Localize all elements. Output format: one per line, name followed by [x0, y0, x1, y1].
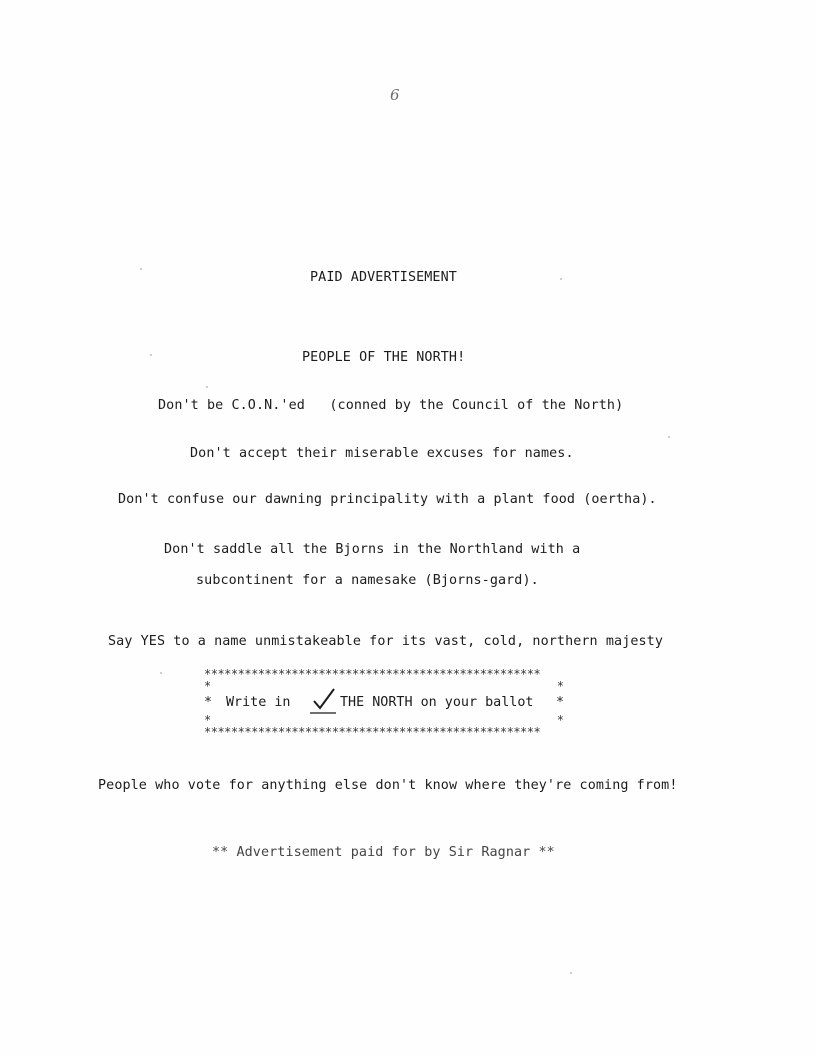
scan-speck	[150, 354, 152, 356]
side-star: *	[555, 695, 564, 710]
line-plant-food: Don't confuse our dawning principality with a plant food (oertha).	[118, 492, 657, 507]
scan-speck	[206, 386, 208, 388]
ballot-border-bottom: **************************************************	[204, 726, 541, 738]
write-in-label: Write in	[226, 695, 291, 710]
ballot-border-top: **************************************************	[204, 668, 541, 680]
side-star: *	[204, 713, 212, 727]
ballot-name: THE NORTH	[340, 695, 413, 710]
side-star: *	[204, 679, 212, 693]
scan-speck	[570, 972, 572, 974]
side-star: *	[204, 695, 213, 710]
ballot-write-in-row	[204, 692, 570, 714]
footer-line: ** Advertisement paid for by Sir Ragnar **	[212, 845, 555, 860]
line-subcontinent: subcontinent for a namesake (Bjorns-gard).	[196, 573, 539, 588]
ballot-side-row	[204, 680, 570, 692]
line-say-yes: Say YES to a name unmistakeable for its vast, cold, northern majesty	[108, 634, 664, 649]
closing-line: People who vote for anything else don't know where they're coming from!	[98, 778, 678, 793]
scan-speck	[668, 436, 670, 438]
line-conned: Don't be C.O.N.'ed (conned by the Council of the North)	[158, 398, 624, 413]
on-ballot-label: on your ballot	[420, 695, 534, 710]
line-excuses: Don't accept their miserable excuses for names.	[190, 446, 574, 461]
checkmark-icon	[308, 686, 340, 716]
scan-speck	[560, 278, 562, 280]
ballot-box	[204, 668, 570, 738]
scan-speck	[160, 672, 162, 674]
heading: PAID ADVERTISEMENT	[310, 270, 457, 285]
ballot-side-row	[204, 714, 570, 726]
subheading: PEOPLE OF THE NORTH!	[302, 350, 466, 365]
scan-speck	[140, 268, 142, 270]
line-bjorns: Don't saddle all the Bjorns in the Northland with a	[164, 542, 581, 557]
write-in-name	[340, 692, 534, 714]
side-star: *	[556, 713, 564, 727]
side-star: *	[556, 679, 564, 693]
page-number: 6	[390, 86, 400, 104]
